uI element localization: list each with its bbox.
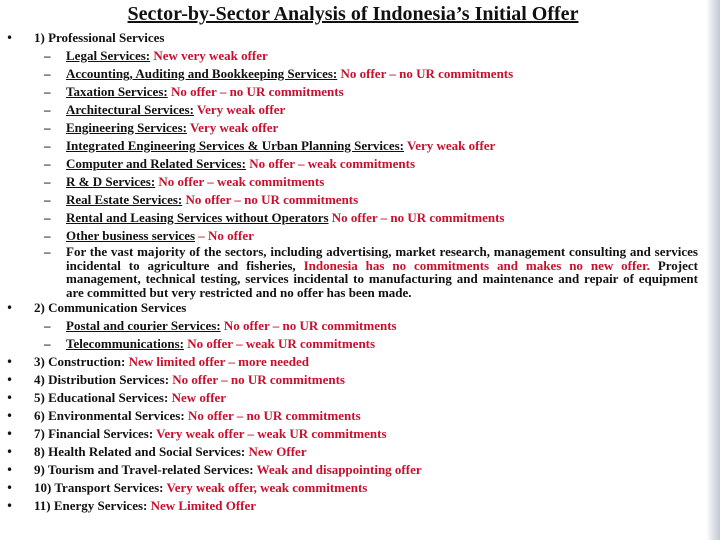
sub-item-label: Postal and courier Services: — [66, 318, 221, 333]
sub-item-architectural — [6, 101, 698, 119]
sub-item-computer — [6, 155, 698, 173]
offer-status: No offer – weak UR commitments — [187, 336, 376, 351]
sub-item-label: Telecommunications: — [66, 336, 184, 351]
sub-item-majority-note — [6, 245, 698, 299]
bullet-environmental — [6, 407, 698, 425]
sub-item-label: Legal Services: — [66, 48, 151, 63]
offer-status: No offer – no UR commitments — [340, 66, 514, 81]
note-text-end: Project management, technical testing, services incidental to manufacturing and maintenance and repair of equipment are committed but very restricted and no offer has been made. — [66, 257, 698, 300]
offer-status: New limited offer – more needed — [128, 354, 309, 369]
bullet-transport — [6, 479, 698, 497]
sector-label: 3) Construction: — [34, 354, 126, 369]
sub-item-postal — [6, 317, 698, 335]
offer-status: No offer – no UR commitments — [185, 192, 359, 207]
sub-item-real-estate — [6, 191, 698, 209]
offer-status: – No offer — [198, 228, 254, 243]
sub-item-label: Accounting, Auditing and Bookkeeping Services: — [66, 66, 338, 81]
sector-heading: 2) Communication Services — [34, 300, 187, 315]
sector-label: 11) Energy Services: — [34, 498, 148, 513]
note-text-start: For the vast majority of the sectors, including advertising, market research, management consulting and services incidental to agriculture and fisheries, — [66, 244, 698, 273]
offer-status: Very weak offer — [189, 120, 279, 135]
sector-list — [6, 29, 698, 515]
offer-status: No offer – no UR commitments — [187, 408, 361, 423]
offer-status: No offer – no UR commitments — [170, 84, 344, 99]
offer-status: Very weak offer — [407, 138, 496, 153]
sub-item-label: Architectural Services: — [66, 102, 194, 117]
offer-status: Very weak offer – weak UR commitments — [156, 426, 387, 441]
sector-label: 8) Health Related and Social Services: — [34, 444, 246, 459]
offer-status: New Offer — [248, 444, 307, 459]
sector-label: 9) Tourism and Travel-related Services: — [34, 462, 254, 477]
sector-label: 6) Environmental Services: — [34, 408, 185, 423]
bullet-energy — [6, 497, 698, 515]
sub-item-label: Real Estate Services: — [66, 192, 183, 207]
offer-status: Very weak offer, weak commitments — [166, 480, 368, 495]
bullet-communication-services — [6, 299, 698, 317]
offer-status: No offer – no UR commitments — [172, 372, 345, 387]
sub-item-label: Computer and Related Services: — [66, 156, 246, 171]
sub-item-taxation — [6, 83, 698, 101]
offer-status: Weak and disappointing offer — [256, 462, 422, 477]
bullet-tourism-travel — [6, 461, 698, 479]
sub-item-rd — [6, 173, 698, 191]
sector-label: 10) Transport Services: — [34, 480, 164, 495]
offer-status: No offer – no UR commitments — [331, 210, 505, 225]
sub-item-rental-leasing — [6, 209, 698, 227]
offer-status: No offer – no UR commitments — [223, 318, 397, 333]
offer-status: No offer – weak commitments — [249, 156, 416, 171]
bullet-distribution — [6, 371, 698, 389]
bullet-construction — [6, 353, 698, 371]
bullet-professional-services — [6, 29, 698, 47]
bullet-financial — [6, 425, 698, 443]
bullet-educational — [6, 389, 698, 407]
offer-status: New Limited Offer — [150, 498, 257, 513]
sub-item-telecommunications — [6, 335, 698, 353]
sector-heading: 1) Professional Services — [34, 30, 165, 45]
sub-item-label: Rental and Leasing Services without Operators — [66, 210, 329, 225]
sub-item-label: R & D Services: — [66, 174, 156, 189]
sector-label: 7) Financial Services: — [34, 426, 154, 441]
slide-title: Sector-by-Sector Analysis of Indonesia’s Initial Offer — [127, 3, 579, 25]
sub-item-label: Taxation Services: — [66, 84, 168, 99]
offer-status: New very weak offer — [153, 48, 268, 63]
sub-item-accounting — [6, 65, 698, 83]
sub-item-label: Integrated Engineering Services & Urban Planning Services: — [66, 138, 404, 153]
sub-item-label: Other business services — [66, 228, 196, 243]
offer-status: No offer – weak commitments — [158, 174, 325, 189]
slide-edge-shade — [706, 0, 720, 540]
offer-status: Very weak offer — [196, 102, 286, 117]
sector-label: 4) Distribution Services: — [34, 372, 170, 387]
sub-item-engineering — [6, 119, 698, 137]
sector-label: 5) Educational Services: — [34, 390, 169, 405]
sub-item-legal — [6, 47, 698, 65]
offer-status: New offer — [171, 390, 227, 405]
note-text-highlight: Indonesia has no commitments and makes no new offer. — [303, 257, 650, 273]
bullet-health-social — [6, 443, 698, 461]
sub-item-label: Engineering Services: — [66, 120, 187, 135]
sub-item-integrated-engineering — [6, 137, 698, 155]
sub-item-other-business — [6, 227, 698, 245]
